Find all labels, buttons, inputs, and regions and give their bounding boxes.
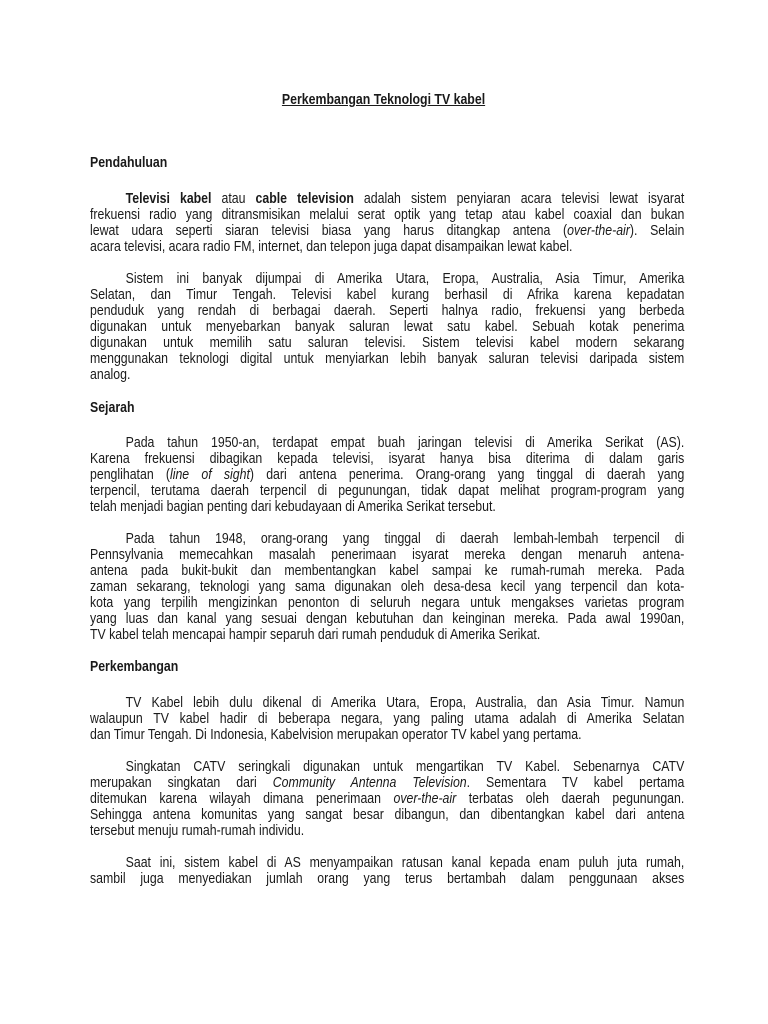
paragraph-line — [90, 451, 684, 467]
text-run: atau — [211, 191, 256, 207]
section-heading: Perkembangan — [90, 659, 179, 675]
italic-term: line of sight — [169, 467, 250, 483]
paragraph-line — [90, 871, 684, 887]
text-run: Selatan, dan Timur Tengah. Televisi kabel kurang berhasil di Afrika karena kepadatan — [90, 287, 685, 303]
paragraph-line — [90, 563, 684, 579]
text-run: kota yang terpilih mengizinkan penonton di seluruh negara untuk mengakses varietas program — [90, 595, 685, 611]
paragraph-line — [90, 367, 684, 383]
paragraph-line — [90, 579, 684, 595]
text-run: tersebut menuju rumah-rumah individu. — [90, 823, 305, 839]
text-run: adalah sistem penyiaran acara televisi lewat isyarat — [353, 191, 685, 207]
text-run: yang luas dan kanal yang sesuai dengan kebutuhan dan keinginan mereka. Pada awal 1990an, — [90, 611, 685, 627]
section-heading: Sejarah — [90, 400, 135, 416]
text-run: sambil juga menyediakan jumlah orang yang terus bertambah dalam penggunaan akses — [90, 871, 685, 887]
paragraph-line — [90, 223, 684, 239]
text-run: penduduk yang rendah di berbagai daerah. Seperti halnya radio, frekuensi yang berbeda — [90, 303, 685, 319]
text-run: Pada tahun 1950-an, terdapat empat buah jaringan televisi di Amerika Serikat (AS). — [125, 435, 685, 451]
text-run: Karena frekuensi dibagikan kepada televisi, isyarat hanya bisa diterima di dalam garis — [90, 451, 685, 467]
text-run: digunakan untuk menyebarkan banyak saluran lewat satu kabel. Sebuah kotak penerima — [90, 319, 685, 335]
paragraph — [90, 855, 684, 887]
paragraph — [90, 695, 684, 743]
paragraph-line — [90, 823, 684, 839]
paragraph-line — [90, 287, 684, 303]
paragraph-line — [90, 807, 684, 823]
paragraph-line — [90, 351, 684, 367]
paragraph-line — [90, 467, 684, 483]
text-run: Singkatan CATV seringkali digunakan untuk mengartikan TV Kabel. Sebenarnya CATV — [125, 759, 685, 775]
paragraph-line — [90, 627, 684, 643]
text-run: lewat udara seperti siaran televisi biasa yang harus ditangkap antena ( — [90, 223, 568, 239]
paragraph-line — [90, 547, 684, 563]
paragraph-line — [90, 303, 684, 319]
paragraph-line — [90, 271, 684, 287]
paragraph-line — [90, 611, 684, 627]
paragraph-line — [90, 727, 684, 743]
paragraph — [90, 271, 684, 383]
text-run: Pennsylvania memecahkan masalah penerimaan isyarat mereka dengan menaruh antena- — [90, 547, 685, 563]
text-run: telah menjadi bagian penting dari kebudayaan di Amerika Serikat tersebut. — [90, 499, 496, 515]
paragraph-line — [90, 531, 684, 547]
paragraph — [90, 759, 684, 839]
text-run: frekuensi radio yang ditransmisikan melalui serat optik yang tetap atau kabel coaxial dan bukan — [90, 207, 685, 223]
text-run: TV kabel telah mencapai hampir separuh dari rumah penduduk di Amerika Serikat. — [90, 627, 541, 643]
paragraph-line — [90, 499, 684, 515]
paragraph-line — [90, 435, 684, 451]
paragraph-line — [90, 695, 684, 711]
text-run: menggunakan teknologi digital untuk menyiarkan lebih banyak saluran televisi daripada sistem — [90, 351, 685, 367]
paragraph-line — [90, 483, 684, 499]
section-heading: Pendahuluan — [90, 155, 168, 171]
document-title: Perkembangan Teknologi TV kabel — [282, 92, 486, 108]
text-run: dan Timur Tengah. Di Indonesia, Kabelvision merupakan operator TV kabel yang pertama. — [90, 727, 582, 743]
text-run: Saat ini, sistem kabel di AS menyampaikan ratusan kanal kepada enam puluh juta rumah, — [125, 855, 685, 871]
text-run: . Sementara TV kabel pertama — [466, 775, 685, 791]
text-run: merupakan singkatan dari — [90, 775, 273, 791]
text-run: Sistem ini banyak dijumpai di Amerika Utara, Eropa, Australia, Asia Timur, Amerika — [125, 271, 685, 287]
bold-term: Televisi kabel — [125, 191, 212, 207]
paragraph-line — [90, 335, 684, 351]
text-run: terbatas oleh daerah pegunungan. — [456, 791, 685, 807]
text-run: acara televisi, acara radio FM, internet, dan telepon juga dapat disampaikan lewat kabel. — [90, 239, 573, 255]
text-run: ) dari antena penerima. Orang-orang yang tinggal di daerah yang — [249, 467, 685, 483]
paragraph — [90, 531, 684, 643]
paragraph-line — [90, 239, 684, 255]
text-run: ). Selain — [629, 223, 685, 239]
text-run: ditemukan karena wilayah dimana penerimaan — [90, 791, 394, 807]
text-run: Sehingga antena komunitas yang sangat besar dibangun, dan dibentangkan kabel dari antena — [90, 807, 685, 823]
paragraph-line — [90, 595, 684, 611]
text-run: TV Kabel lebih dulu dikenal di Amerika Utara, Eropa, Australia, dan Asia Timur. Namun — [125, 695, 685, 711]
paragraph-line — [90, 191, 684, 207]
paragraph — [90, 435, 684, 515]
text-run: antena pada bukit-bukit dan membentangkan kabel sampai ke rumah-rumah mereka. Pada — [90, 563, 685, 579]
text-run: penglihatan ( — [90, 467, 170, 483]
paragraph-line — [90, 855, 684, 871]
text-run: zaman sekarang, teknologi yang sama digunakan oleh desa-desa kecil yang terpencil dan kota- — [90, 579, 685, 595]
text-run: Pada tahun 1948, orang-orang yang tinggal di daerah lembah-lembah terpencil di — [125, 531, 685, 547]
bold-term: cable television — [255, 191, 354, 207]
italic-term: over-the-air — [567, 223, 630, 239]
paragraph-line — [90, 775, 684, 791]
text-run: digunakan untuk memilih satu saluran televisi. Sistem televisi kabel modern sekarang — [90, 335, 685, 351]
paragraph-line — [90, 319, 684, 335]
paragraph — [90, 191, 684, 255]
italic-term: over-the-air — [393, 791, 457, 807]
paragraph-line — [90, 207, 684, 223]
italic-term: Community Antenna Television — [272, 775, 467, 791]
paragraph-line — [90, 711, 684, 727]
text-run: terpencil, terutama daerah terpencil di pegunungan, tidak dapat melihat program-program yang — [90, 483, 685, 499]
paragraph-line — [90, 791, 684, 807]
text-run: analog. — [90, 367, 131, 383]
text-run: walaupun TV kabel hadir di beberapa negara, yang paling utama adalah di Amerika Selatan — [90, 711, 685, 727]
paragraph-line — [90, 759, 684, 775]
